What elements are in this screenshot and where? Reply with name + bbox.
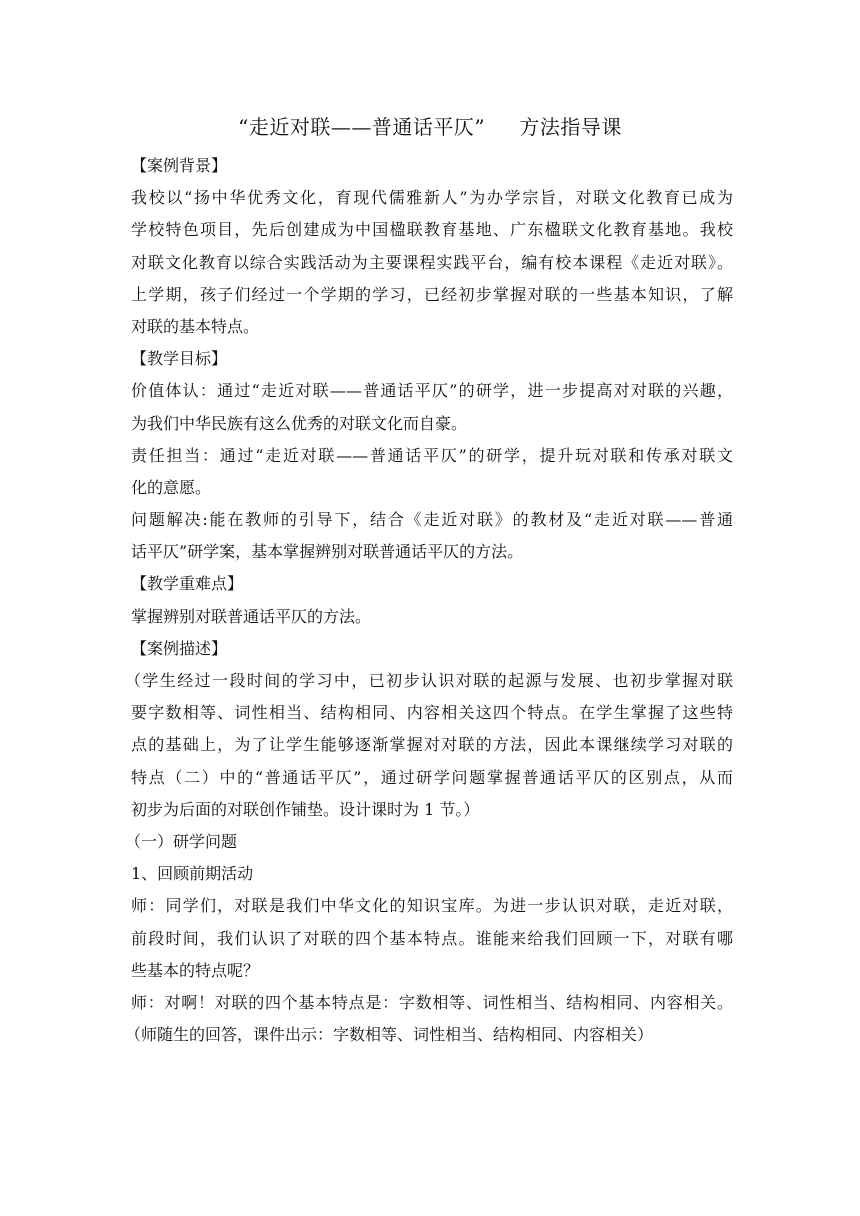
paragraph-line: 师：对啊！对联的四个基本特点是：字数相等、词性相当、结构相同、内容相关。 (131, 992, 733, 1012)
paragraph-line: 价值体认：通过“走近对联——普通话平仄”的研学，进一步提高对对联的兴趣， (131, 381, 733, 401)
paragraph-line: 掌握辨别对联普通话平仄的方法。 (131, 606, 372, 626)
paragraph-line: 为我们中华民族有这么优秀的对联文化而自豪。 (131, 413, 468, 433)
section-heading-key-points: 【教学重难点】 (131, 574, 244, 594)
paragraph-line: 对联文化教育以综合实践活动为主要课程实践平台，编有校本课程《走近对联》。 (131, 252, 733, 272)
paragraph-line: 初步为后面的对联创作铺垫。设计课时为 1 节。） (131, 799, 480, 819)
section-heading-description: 【案例描述】 (131, 638, 228, 658)
document-title: “走近对联——普通话平仄” 方法指导课 (238, 115, 622, 139)
paragraph-line: （学生经过一段时间的学习中，已初步认识对联的起源与发展、也初步掌握对联 (125, 671, 733, 690)
paragraph-line: 学校特色项目，先后创建成为中国楹联教育基地、广东楹联文化教育基地。我校 (131, 220, 733, 240)
paragraph-line: （师随生的回答，课件出示：字数相等、词性相当、结构相同、内容相关） (125, 1025, 654, 1045)
document-body (125, 150, 733, 1051)
paragraph-line: 话平仄”研学案，基本掌握辨别对联普通话平仄的方法。 (131, 542, 524, 562)
paragraph-line: 问题解决:能在教师的引导下，结合《走近对联》的教材及“走近对联——普通 (131, 510, 733, 530)
subsection-heading: （一）研学问题 (125, 831, 238, 851)
paragraph-line: 化的意愿。 (131, 477, 212, 497)
paragraph-line: 前段时间，我们认识了对联的四个基本特点。谁能来给我们回顾一下，对联有哪 (131, 928, 733, 948)
paragraph-line: 责任担当：通过“走近对联——普通话平仄”的研学，提升玩对联和传承对联文 (131, 445, 733, 465)
paragraph-line: 特点（二）中的“普通话平仄”，通过研学问题掌握普通话平仄的区别点，从而 (131, 767, 733, 787)
subsection-heading: 1、回顾前期活动 (131, 864, 254, 884)
paragraph-line: 点的基础上，为了让学生能够逐渐掌握对对联的方法，因此本课继续学习对联的 (131, 735, 733, 755)
section-heading-objectives: 【教学目标】 (131, 349, 228, 369)
paragraph-line: 些基本的特点呢？ (131, 960, 260, 980)
paragraph-line: 对联的基本特点。 (131, 316, 260, 336)
paragraph-line: 上学期，孩子们经过一个学期的学习，已经初步掌握对联的一些基本知识，了解 (131, 284, 733, 304)
paragraph-line: 师：同学们，对联是我们中华文化的知识宝库。为进一步认识对联，走近对联， (131, 896, 733, 916)
paragraph-line: 我校以“扬中华优秀文化，育现代儒雅新人”为办学宗旨，对联文化教育已成为 (131, 188, 733, 208)
section-heading-background: 【案例背景】 (131, 156, 228, 175)
paragraph-line: 要字数相等、词性相当、结构相同、内容相关这四个特点。在学生掌握了这些特 (131, 703, 733, 723)
